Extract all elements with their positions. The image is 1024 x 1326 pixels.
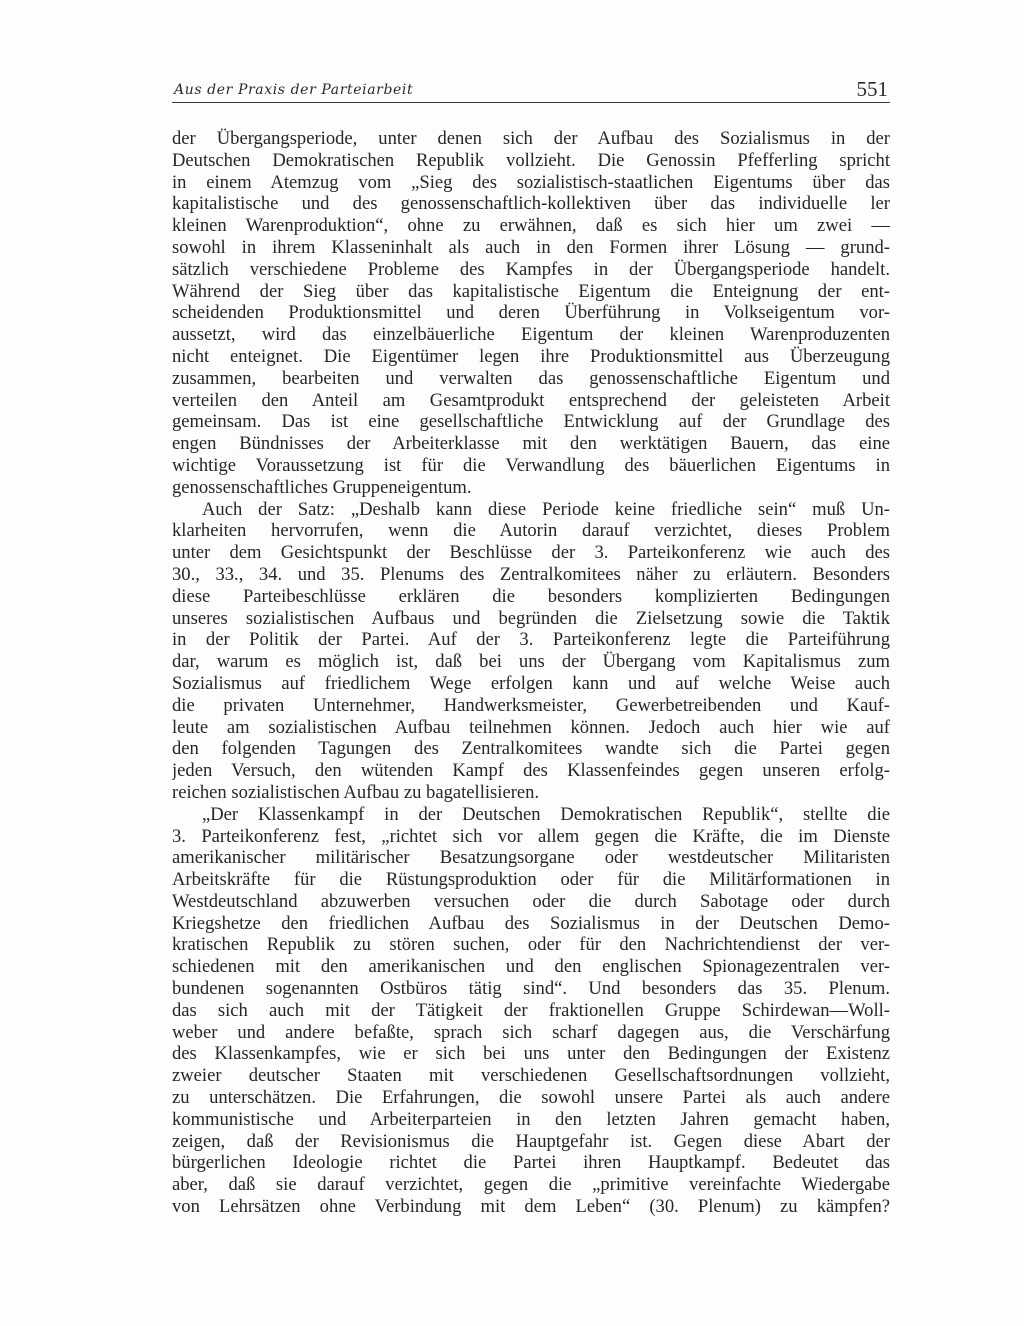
text-line: Deutschen Demokratischen Republik vollzieht. Die Genossin Pfefferling spricht bbox=[172, 149, 890, 171]
text-line: „Der Klassenkampf in der Deutschen Demokratischen Republik“, stellte die bbox=[202, 803, 890, 825]
text-line: der Übergangsperiode, unter denen sich der Aufbau des Sozialismus in der bbox=[172, 128, 890, 149]
text-line: unseres sozialistischen Aufbaus und begründen die Zielsetzung sowie die Taktik bbox=[172, 607, 890, 629]
text-line: schiedenen mit den amerikanischen und den englischen Spionagezentralen ver- bbox=[172, 956, 890, 978]
text-line: leute am sozialistischen Aufbau teilnehmen können. Jedoch auch hier wie auf bbox=[172, 716, 890, 738]
text-line: in einem Atemzug vom „Sieg des sozialistisch-staatlichen Eigentums über das bbox=[172, 171, 890, 193]
text-line: kommunistische und Arbeiterparteien in den letzten Jahren gemacht haben, bbox=[172, 1108, 890, 1130]
text-line: diese Parteibeschlüsse erklären die besonders komplizierten Bedingungen bbox=[172, 585, 890, 607]
text-line: zusammen, bearbeiten und verwalten das genossenschaftliche Eigentum und bbox=[172, 367, 890, 389]
running-title: Aus der Praxis der Parteiarbeit bbox=[174, 82, 414, 98]
text-line: in der Politik der Partei. Auf der 3. Parteikonferenz legte die Parteiführung bbox=[172, 629, 890, 651]
text-line: Westdeutschland abzuwerben versuchen oder die durch Sabotage oder durch bbox=[172, 890, 890, 912]
text-line: das sich auch mit der Tätigkeit der fraktionellen Gruppe Schirdewan—Woll- bbox=[172, 999, 890, 1021]
text-line: Sozialismus auf friedlichem Wege erfolgen kann und auf welche Weise auch bbox=[172, 672, 890, 694]
text-line: gemeinsam. Das ist eine gesellschaftliche Entwicklung auf der Grundlage des bbox=[172, 411, 890, 433]
text-line: sätzlich verschiedene Probleme des Kampfes in der Übergangsperiode handelt. bbox=[172, 258, 890, 280]
text-line: weber und andere befaßte, sprach sich scharf dagegen aus, die Verschärfung bbox=[172, 1021, 890, 1043]
text-line: wichtige Voraussetzung ist für die Verwandlung des bäuerlichen Eigentums in bbox=[172, 454, 890, 476]
text-line: sowohl in ihrem Klasseninhalt als auch in den Formen ihrer Lösung — grund- bbox=[172, 236, 890, 258]
running-header bbox=[172, 78, 890, 104]
text-line: 30., 33., 34. und 35. Plenums des Zentralkomitees näher zu erläutern. Besonders bbox=[172, 563, 890, 585]
text-line: zu unterschätzen. Die Erfahrungen, die sowohl unsere Partei als auch andere bbox=[172, 1087, 890, 1109]
text-line: verteilen den Anteil am Gesamtprodukt entsprechend der geleisteten Arbeit bbox=[172, 389, 890, 411]
text-line: unter dem Gesichtspunkt der Beschlüsse der 3. Parteikonferenz wie auch des bbox=[172, 542, 890, 564]
text-line: den folgenden Tagungen des Zentralkomitees wandte sich die Partei gegen bbox=[172, 738, 890, 760]
text-line: aber, daß sie darauf verzichtet, gegen die „primitive vereinfachte Wiedergabe bbox=[172, 1174, 890, 1196]
text-line: kratischen Republik zu stören suchen, oder für den Nachrichtendienst der ver- bbox=[172, 934, 890, 956]
text-line: zeigen, daß der Revisionismus die Hauptgefahr ist. Gegen diese Abart der bbox=[172, 1130, 890, 1152]
text-line: klarheiten hervorrufen, wenn die Autorin darauf verzichtet, dieses Problem bbox=[172, 520, 890, 542]
text-line: Kriegshetze den friedlichen Aufbau des Sozialismus in der Deutschen Demo- bbox=[172, 912, 890, 934]
text-line: kapitalistische und des genossenschaftlich-kollektiven über das individuelle ler bbox=[172, 193, 890, 215]
header-rule bbox=[172, 102, 890, 103]
text-line: genossenschaftliches Gruppeneigentum. bbox=[172, 476, 472, 498]
text-line: bürgerlichen Ideologie richtet die Partei ihren Hauptkampf. Bedeutet das bbox=[172, 1152, 890, 1174]
text-line: aussetzt, wird das einzelbäuerliche Eigentum der kleinen Warenproduzenten bbox=[172, 324, 890, 346]
text-line: dar, warum es möglich ist, daß bei uns der Übergang vom Kapitalismus zum bbox=[172, 651, 890, 673]
text-line: bundenen sogenannten Ostbüros tätig sind“. Und besonders das 35. Plenum. bbox=[172, 978, 890, 1000]
text-line: reichen sozialistischen Aufbau zu bagatellisieren. bbox=[172, 781, 540, 803]
text-line: engen Bündnisses der Arbeiterklasse mit den werktätigen Bauern, das eine bbox=[172, 433, 890, 455]
text-line: von Lehrsätzen ohne Verbindung mit dem Leben“ (30. Plenum) zu kämpfen? bbox=[172, 1196, 890, 1218]
text-line: Arbeitskräfte für die Rüstungsproduktion oder für die Militärformationen in bbox=[172, 869, 890, 891]
text-line: die privaten Unternehmer, Handwerksmeister, Gewerbetreibenden und Kauf- bbox=[172, 694, 890, 716]
text-line: zweier deutscher Staaten mit verschiedenen Gesellschaftsordnungen vollzieht, bbox=[172, 1065, 890, 1087]
page-number: 551 bbox=[856, 77, 888, 101]
body-text bbox=[172, 128, 890, 1218]
text-line: jeden Versuch, den wütenden Kampf des Klassenfeindes gegen unseren erfolg- bbox=[172, 760, 890, 782]
text-line: nicht enteignet. Die Eigentümer legen ihre Produktionsmittel aus Überzeugung bbox=[172, 345, 890, 367]
text-line: kleinen Warenproduktion“, ohne zu erwähnen, daß es sich hier um zwei — bbox=[172, 215, 890, 237]
text-line: 3. Parteikonferenz fest, „richtet sich vor allem gegen die Kräfte, die im Dienste bbox=[172, 825, 890, 847]
text-line: des Klassenkampfes, wie er sich bei uns unter den Bedingungen der Existenz bbox=[172, 1043, 890, 1065]
text-line: Während der Sieg über das kapitalistische Eigentum die Enteignung der ent- bbox=[172, 280, 890, 302]
text-line: Auch der Satz: „Deshalb kann diese Periode keine friedliche sein“ muß Un- bbox=[202, 498, 890, 520]
text-line: scheidenden Produktionsmittel und deren Überführung in Volkseigentum vor- bbox=[172, 302, 890, 324]
text-line: amerikanischer militärischer Besatzungsorgane oder westdeutscher Militaristen bbox=[172, 847, 890, 869]
